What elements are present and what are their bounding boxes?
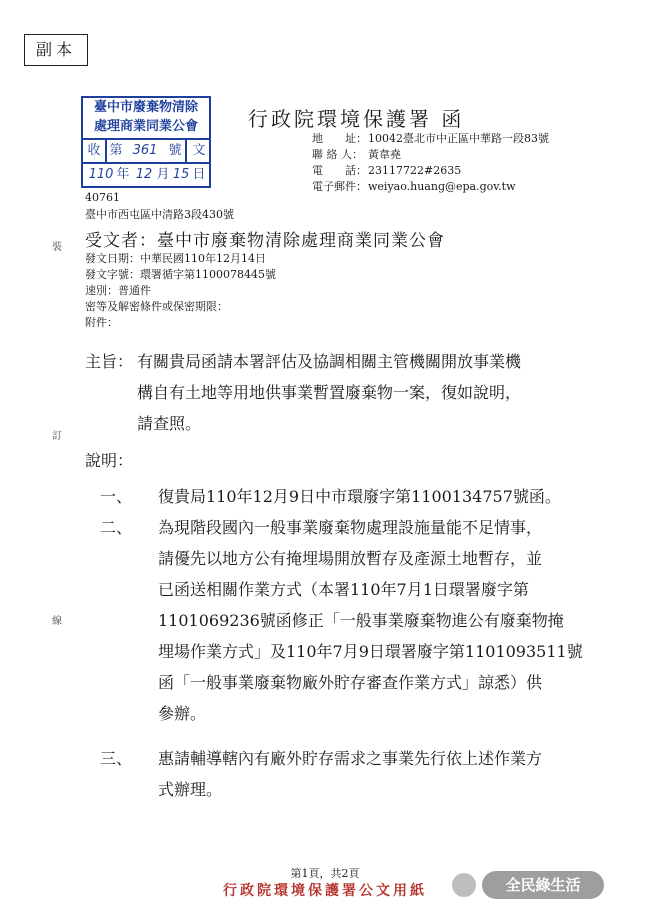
contact-phone xyxy=(312,163,461,178)
stamp-date-row xyxy=(83,164,209,186)
stamp-org xyxy=(83,98,209,140)
item-number: 三、 xyxy=(100,749,133,768)
contact-person-value: 黃韋堯 xyxy=(368,148,401,161)
item-text xyxy=(158,512,650,729)
logo-circle-icon xyxy=(452,873,476,897)
receipt-stamp xyxy=(81,96,211,188)
item-line: 惠請輔導轄內有廠外貯存需求之事業先行依上述作業方 xyxy=(158,749,543,768)
subject-text xyxy=(137,346,650,439)
item-line: 1101069236號函修正「一般事業廢棄物進公有廢棄物掩 xyxy=(158,611,564,630)
recipient-postal-code: 40761 xyxy=(85,191,120,204)
item-line: 埋場作業方式」及110年7月9日環署廢字第1101093511號 xyxy=(158,642,583,661)
stamp-receipt-end: 文 xyxy=(185,140,211,162)
stamp-org-line2: 處理商業同業公會 xyxy=(93,119,198,134)
contact-phone-label: 電 話： xyxy=(312,164,367,177)
contact-address xyxy=(312,131,549,146)
contact-email xyxy=(312,179,516,194)
item-number: 一、 xyxy=(100,487,133,506)
attachment: 附件： xyxy=(85,316,118,329)
item-line: 復貴局110年12月9日中市環廢字第1100134757號函。 xyxy=(158,487,561,506)
stamp-date-month-label: 月 xyxy=(156,167,170,182)
subject-line: 請查照。 xyxy=(137,414,202,433)
speed-class: 速別：普通件 xyxy=(85,284,151,297)
stamp-date-year: 110 xyxy=(88,167,114,182)
stamp-org-line1: 臺中市廢棄物清除 xyxy=(93,100,198,115)
binding-mark-2: 訂 xyxy=(52,431,62,442)
item-number: 二、 xyxy=(100,518,133,537)
logo-text: 全民綠生活 xyxy=(482,871,604,899)
page-number: 第1頁，共2頁 xyxy=(290,867,360,880)
stamp-date-day: 15 xyxy=(172,167,190,182)
item-text xyxy=(158,481,650,512)
item-text xyxy=(158,743,650,805)
contact-phone-value: 23117722#2635 xyxy=(368,164,462,177)
stamp-receipt-row xyxy=(83,140,209,164)
binding-mark-1: 裝 xyxy=(52,242,62,253)
item-line: 為現階段國內一般事業廢棄物處理設施量能不足情事， xyxy=(158,518,543,537)
stamp-receipt-prefix: 收 xyxy=(83,140,107,162)
copy-label: 副本 xyxy=(24,34,88,66)
watermark-logo xyxy=(452,871,604,899)
issuing-agency: 行政院環境保護署 函 xyxy=(248,107,465,131)
item-line: 請優先以地方公有掩埋場開放暫存及產源土地暫存，並 xyxy=(158,549,543,568)
binding-mark-3: 線 xyxy=(52,616,62,627)
subject-line: 構自有土地等用地供事業暫置廢棄物一案，復如說明， xyxy=(137,383,522,402)
contact-email-label: 電子郵件： xyxy=(312,180,367,193)
stamp-date-day-label: 日 xyxy=(192,167,206,182)
stamp-receipt-word: 第 xyxy=(109,143,123,158)
contact-email-value: weiyao.huang@epa.gov.tw xyxy=(368,180,516,193)
recipient: 受文者：臺中市廢棄物清除處理商業同業公會 xyxy=(85,231,445,251)
security-class: 密等及解密條件或保密期限： xyxy=(85,300,228,313)
subject-line: 有關貴局函請本署評估及協調相關主管機關開放事業機 xyxy=(137,352,522,371)
contact-person xyxy=(312,147,401,162)
stamp-receipt-number: 361 xyxy=(132,143,158,158)
stamp-date-month: 12 xyxy=(135,167,153,182)
issue-date: 發文日期：中華民國110年12月14日 xyxy=(85,252,266,265)
item-line: 已函送相關作業方式（本署110年7月1日環署廢字第 xyxy=(158,580,529,599)
recipient-address: 臺中市西屯區中清路3段430號 xyxy=(85,208,234,221)
subject-label: 主旨： xyxy=(85,352,134,371)
contact-address-value: 10042臺北市中正區中華路一段83號 xyxy=(368,132,549,145)
contact-person-label: 聯 絡 人： xyxy=(312,148,363,161)
stationery-label: 行政院環境保護署公文用紙 xyxy=(223,883,427,899)
explanation-title: 說明： xyxy=(85,451,134,470)
contact-address-label: 地 址： xyxy=(312,132,367,145)
stamp-receipt-suffix: 號 xyxy=(168,143,182,158)
item-line: 參辦。 xyxy=(158,704,207,723)
item-line: 函「一般事業廢棄物廠外貯存審查作業方式」諒悉）供 xyxy=(158,673,543,692)
item-line: 式辦理。 xyxy=(158,780,223,799)
stamp-date-year-label: 年 xyxy=(116,167,130,182)
issue-number: 發文字號：環署循字第1100078445號 xyxy=(85,268,276,281)
